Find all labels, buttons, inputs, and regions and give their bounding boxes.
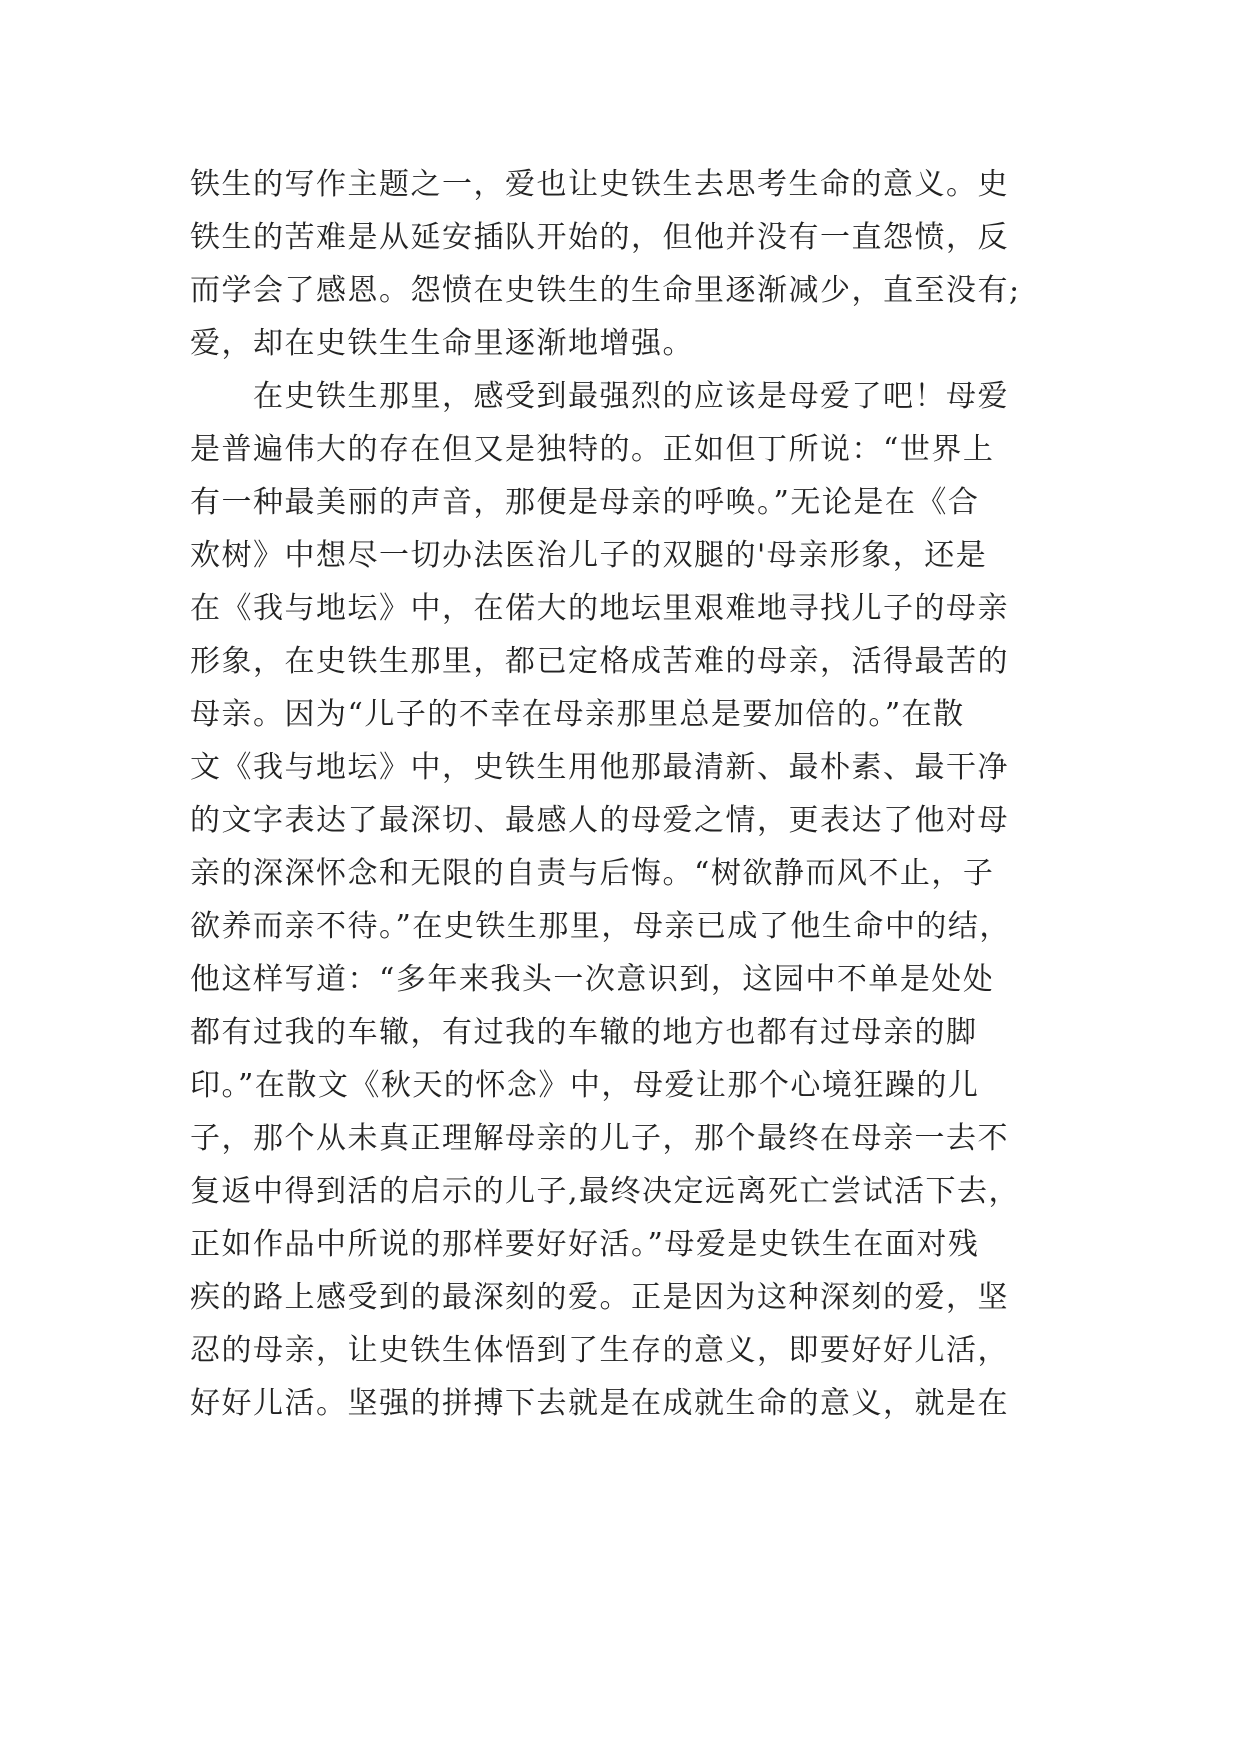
text-line: 子，那个从未真正理解母亲的儿子，那个最终在母亲一去不 bbox=[190, 1121, 1009, 1156]
text-line: 都有过我的车辙，有过我的车辙的地方也都有过母亲的脚 bbox=[190, 1015, 978, 1050]
text-line: 形象，在史铁生那里，都已定格成苦难的母亲，活得最苦的 bbox=[190, 644, 1009, 679]
text-line: 母亲。因为“儿子的不幸在母亲那里总是要加倍的。”在散 bbox=[190, 697, 965, 732]
text-line: 忍的母亲，让史铁生体悟到了生存的意义，即要好好儿活， bbox=[190, 1333, 1009, 1368]
text-line: 亲的深深怀念和无限的自责与后悔。“树欲静而风不止，子 bbox=[190, 856, 995, 891]
text-line: 疾的路上感受到的最深刻的爱。正是因为这种深刻的爱，坚 bbox=[190, 1280, 1009, 1315]
text-line: 在史铁生那里，感受到最强烈的应该是母爱了吧！母爱 bbox=[190, 379, 1009, 414]
text-line: 是普遍伟大的存在但又是独特的。正如但丁所说：“世界上 bbox=[190, 432, 995, 467]
text-line: 有一种最美丽的声音，那便是母亲的呼唤。”无论是在《合 bbox=[190, 485, 980, 520]
text-line: 他这样写道：“多年来我头一次意识到，这园中不单是处处 bbox=[190, 962, 995, 997]
text-line: 而学会了感恩。怨愤在史铁生的生命里逐渐减少，直至没有; bbox=[190, 273, 1021, 308]
text-line: 铁生的苦难是从延安插队开始的，但他并没有一直怨愤，反 bbox=[190, 220, 1009, 255]
text-line: 铁生的写作主题之一，爱也让史铁生去思考生命的意义。史 bbox=[190, 167, 1009, 202]
text-line: 文《我与地坛》中，史铁生用他那最清新、最朴素、最干净 bbox=[190, 750, 1009, 785]
text-line: 爱，却在史铁生生命里逐渐地增强。 bbox=[190, 326, 694, 361]
text-line: 正如作品中所说的那样要好好活。”母爱是史铁生在面对残 bbox=[190, 1227, 980, 1262]
text-line: 的文字表达了最深切、最感人的母爱之情，更表达了他对母 bbox=[190, 803, 1009, 838]
body-text bbox=[190, 158, 1050, 1430]
text-line: 欲养而亲不待。”在史铁生那里，母亲已成了他生命中的结， bbox=[190, 909, 1011, 944]
text-line: 复返中得到活的启示的儿子,最终决定远离死亡尝试活下去， bbox=[190, 1174, 1021, 1209]
text-line: 印。”在散文《秋天的怀念》中，母爱让那个心境狂躁的儿 bbox=[190, 1068, 980, 1103]
text-line: 欢树》中想尽一切办法医治儿子的双腿的'母亲形象，还是 bbox=[190, 538, 988, 573]
text-line: 在《我与地坛》中，在偌大的地坛里艰难地寻找儿子的母亲 bbox=[190, 591, 1009, 626]
text-line: 好好儿活。坚强的拼搏下去就是在成就生命的意义，就是在 bbox=[190, 1386, 1009, 1421]
